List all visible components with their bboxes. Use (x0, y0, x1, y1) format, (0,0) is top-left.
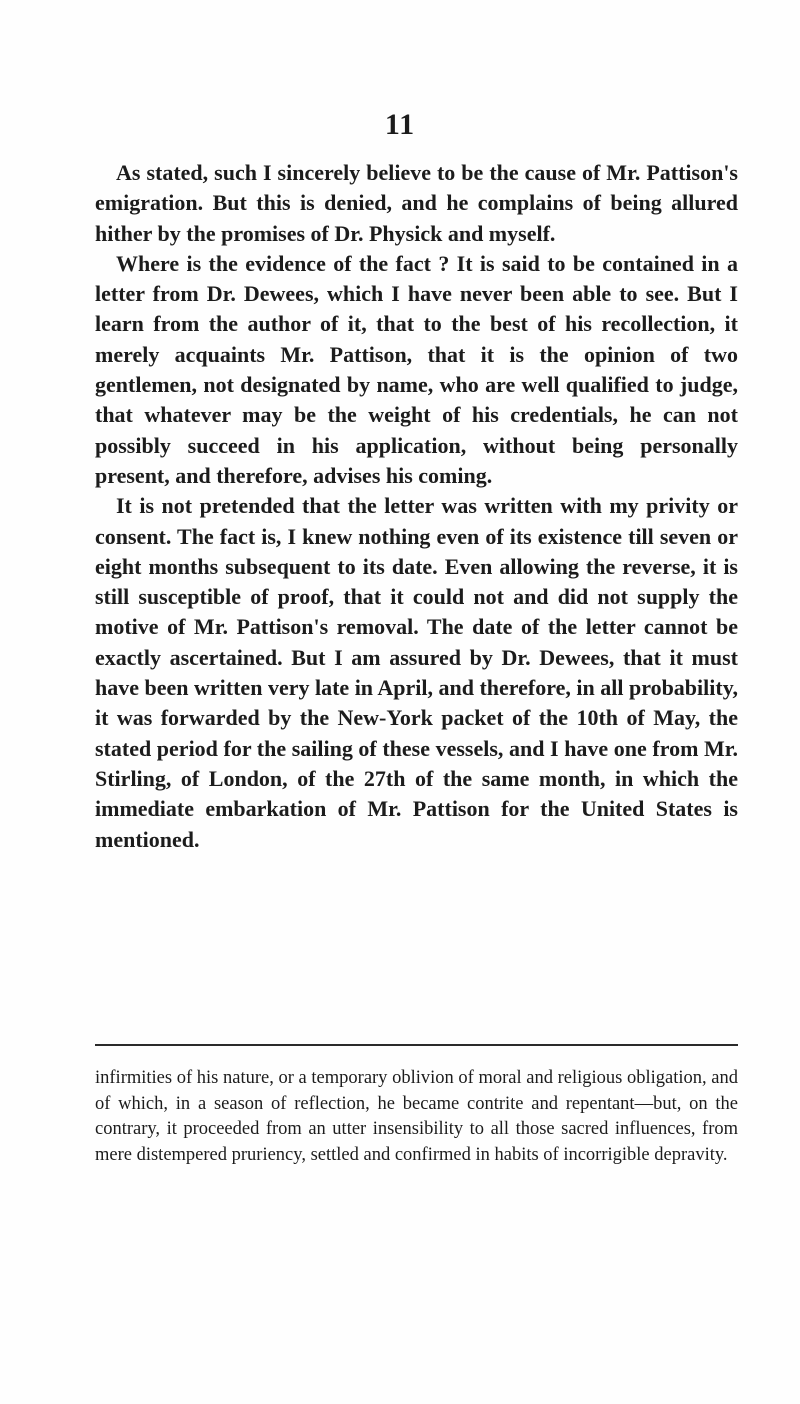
paragraph-2: Where is the evidence of the fact ? It is said to be contained in a letter from Dr. Dewees, which I have never been able to see. But I learn from the author of it, that to the best of his recollection, it merely acquaints Mr. Pattison, that it is the opinion of two gentlemen, not designated by name, who are well qualified to judge, that whatever may be the weight of his credentials, he can not possibly succeed in his application, without being personally present, and therefore, advises his coming. (95, 250, 738, 488)
paragraph-3: It is not pretended that the letter was written with my privity or consent. The fact is, I knew nothing even of its existence till seven or eight months subsequent to its date. Even allowing the reverse, it is still susceptible of proof, that it could not and did not supply the motive of Mr. Pattison's removal. The date of the letter cannot be exactly ascertained. But I am assured by Dr. Dewees, that it must have been written very late in April, and therefore, in all probability, it was forwarded by the New-York packet of the 10th of May, the stated period for the sailing of these vessels, and I have one from Mr. Stirling, of London, of the 27th of the same month, in which the immediate embarkation of Mr. Pattison for the United States is mentioned. (95, 493, 738, 852)
footnote: infirmities of his nature, or a temporary oblivion of moral and religious obligation, and of which, in a season of reflection, he became contrite and repentant—but, on the contrary, it proceeded from an utter insensibility to all those sacred influences, from mere distempered pruriency, settled and confirmed in habits of incorrigible depravity. (95, 1068, 738, 1165)
page-number: 11 (384, 108, 416, 141)
paragraph-1: As stated, such I sincerely believe to be the cause of Mr. Pattison's emigration. But this is denied, and he complains of being allured hither by the promises of Dr. Physick and myself. (95, 160, 738, 246)
body-text (95, 158, 738, 855)
footnote-divider (95, 1044, 738, 1046)
